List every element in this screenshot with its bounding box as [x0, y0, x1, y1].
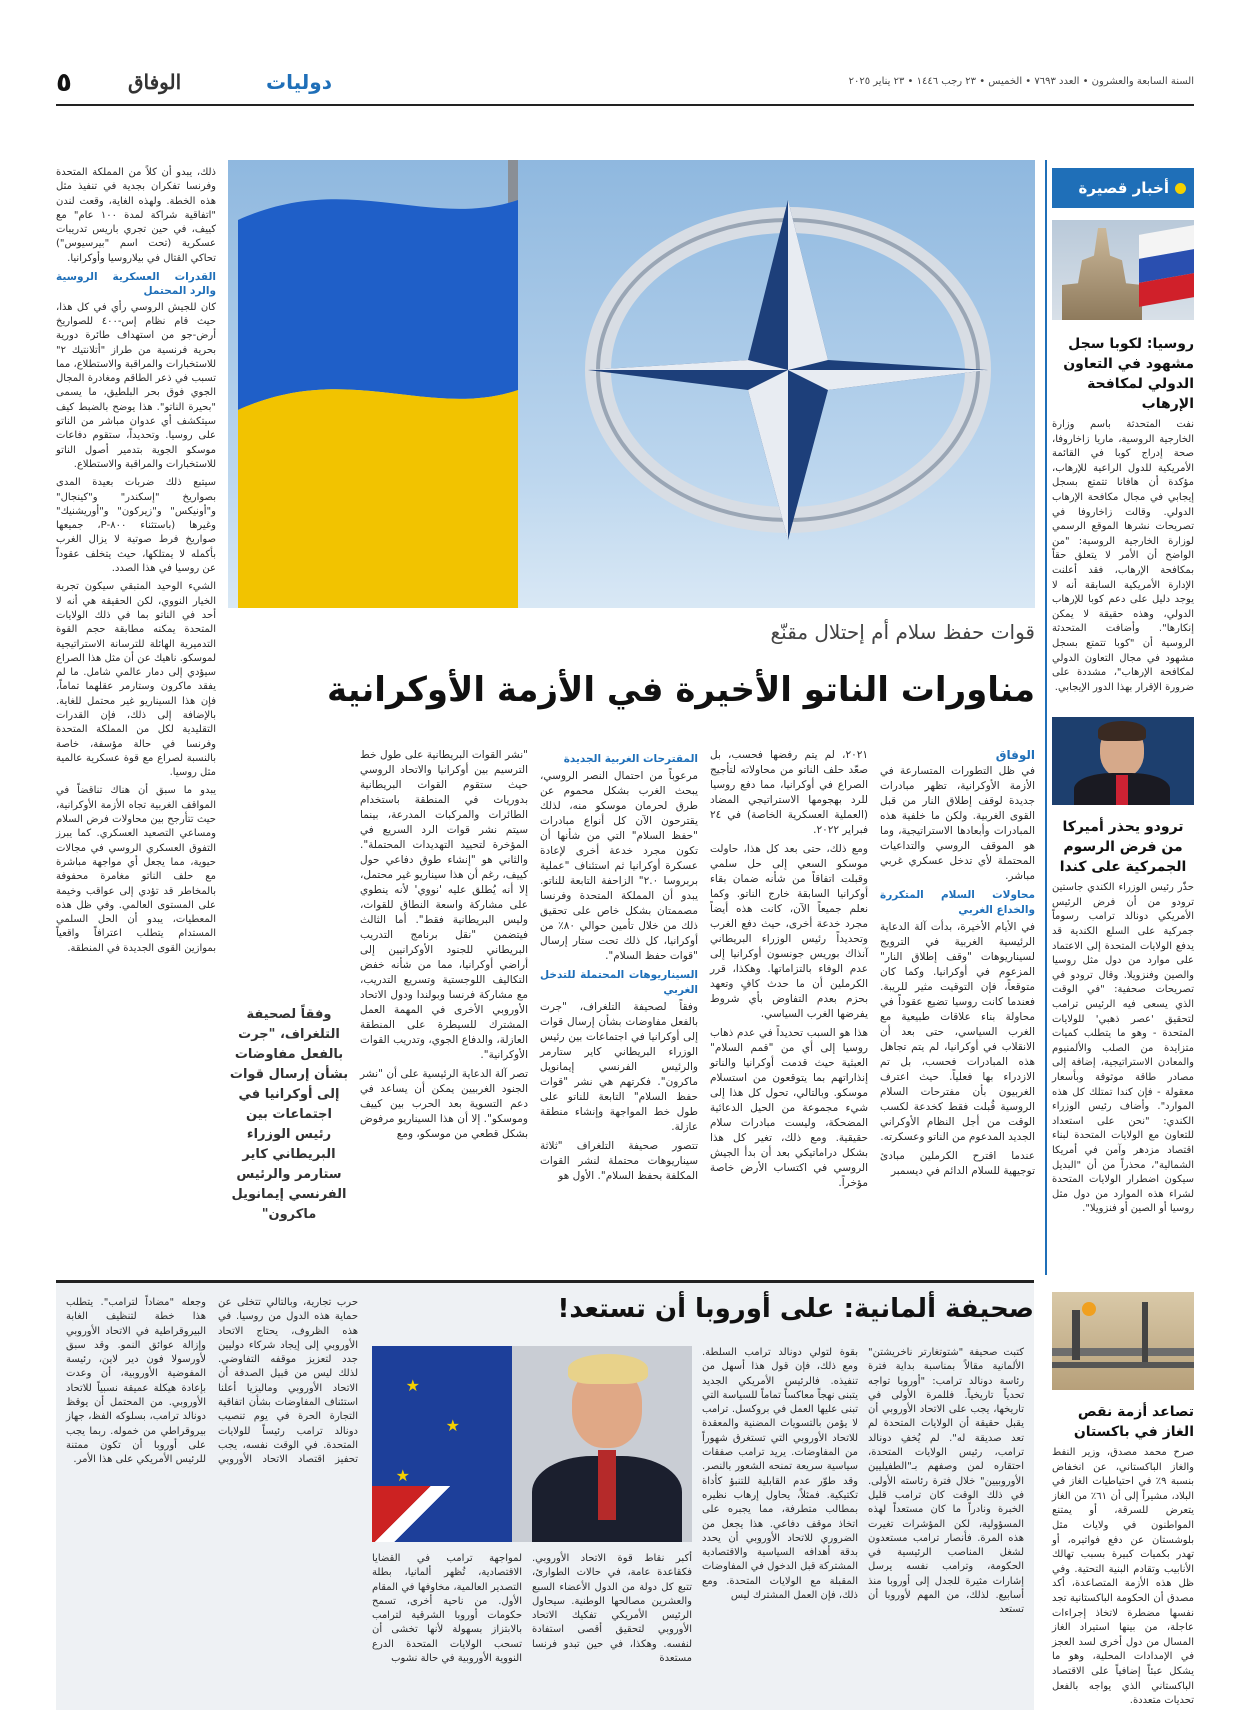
- dateline: السنة السابعة والعشرون • العدد ٧٦٩٣ • الخميس • ٢٣ رجب ١٤٤٦ • ٢٣ يناير ٢٠٢٥: [848, 76, 1194, 87]
- kicker: قوات حفظ سلام أم إحتلال مقنّع: [770, 620, 1035, 644]
- article-col-4-p2: تصر آلة الدعاية الرئيسية على أن "نشر الجنود الغربيين يمكن أن يساعد في دعم التسوية بعد الحرب بين كييف وموسكو". إلا أن هذا السيناريو مرفوض بشكل قطعي من موسكو، ومع: [360, 1068, 528, 1140]
- sidebar-headline-1: روسيا: لكوبا سجل مشهود في التعاون الدولي لمكافحة الإرهاب: [1063, 336, 1194, 412]
- sidebar-headline-3: تصاعد أزمة نقص الغاز في باكستان: [1073, 1404, 1194, 1440]
- star-icon: ★: [395, 1466, 410, 1485]
- bottom-headline: صحيفة ألمانية: على أوروبا أن تستعد!: [557, 1294, 1034, 1324]
- subheading-capabilities: القدرات العسكرية الروسية والرد المحتمل: [56, 271, 216, 298]
- logo: الوفاق: [128, 70, 182, 94]
- sidebar: [1052, 168, 1194, 1217]
- article-col-1: [880, 748, 1035, 1183]
- nato-star-svg: [228, 160, 1035, 608]
- trudeau-photo: [1052, 717, 1194, 805]
- article-col-3-p3: تتصور صحيفة التلغراف "ثلاثة سيناريوهات محتملة لنشر القوات المكلفة بحفظ السلام". الأول هو: [540, 1140, 698, 1182]
- sidebar-divider: [1045, 160, 1047, 1275]
- article-col-5-p3: سيتبع ذلك ضربات بعيدة المدى بصواريخ "إسكندر" و"كينجال" و"أونيكس" و"زيركون" و"أوريشنيك" وغيرها (باستثناء ٨٠٠-P، جميعها صواريخ فرط صوتية لا يزال الغرب بأكمله لا يمتلكها، حيث يتخلف عقوداً عن روسيا في هذا الصدد.: [56, 477, 216, 575]
- bottom-col-5: حرب تجارية، وبالتالي تتخلى عن حماية هذه الدول من روسيا. في هذه الظروف، يحتاج الاتحاد الأوروبي إلى إيجاد شركاء دوليين جدد لتعزيز موقفه التفاوضي. لذلك ليس من قبيل الصدفة أن الاتحاد الأوروبي وماليزيا أعلنا استئناف المفاوضات بشأن اتفاقية التجارة الحرة في يوم تنصيب دونالد ترامب رئيساً للولايات المتحدة. في الوقت نفسه، يجب تحفيز اقتصاد الاتحاد الأوروبي وجعله "مضاداً لترامب". يتطلب هذا خطة لتنظيف الغابة البيروقراطية في الاتحاد الأوروبي وإزالة عوائق النمو. وقد سبق لأورسولا فون دير لاين، رئيسة المفوضية الأوروبية، أن وعدت بإعادة هيكلة عميقة نسبياً للاتحاد الأوروبي. من المحتمل أن يوقظ دونالد ترامب، بسلوكه الفظ، جهاز بيروقراطي من خموله. ربما يجب على أوروبا أن تكون ممتنة للرئيس الأمريكي على هذا الأمر.: [66, 1297, 358, 1466]
- sidebar-body-2: حذّر رئيس الوزراء الكندي جاستين ترودو من أن فرض الرئيس الأمريكي دونالد ترامب رسوماً جمركية على السلع الكندية قد يدفع الولايات المتحدة إلى الاعتماد على موارد من دول مثل روسيا والصين وفنزويلا. وقال ترودو في تصريحات صحفية: "في الوقت الذي يسعى فيه الرئيس ترامب لتحقيق 'عصر ذهبي' للولايات المتحدة - وهو ما يتطلب كميات متزايدة من الصلب والألمنيوم والمعادن الاستراتيجية، إضافة إلى مصادر طاقة موثوقة وبأسعار معقولة - فإن كندا تمتلك كل هذه الموارد". وأضاف رئيس الوزراء الكندي: "نحن على استعداد للتعاون مع الولايات المتحدة لبناء اقتصاد مزدهر وآمن في أمريكا الشمالية"، محذراً من أن "البديل سيكون اضطرار الولايات المتحدة لشراء هذه الموارد من دول مثل روسيا أو الصين أو فنزويلا".: [1052, 882, 1194, 1215]
- subheading-peace: محاولات السلام المتكررة والخداع الغربي: [880, 889, 1035, 916]
- sidebar-headline-2: ترودو يحذر أميركا من فرض الرسوم الجمركية على كندا: [1059, 819, 1187, 876]
- sidebar-title-box: [1052, 168, 1194, 208]
- article-col-5-p2: كان للجيش الروسي رأي في كل هذا، حيث قام نظام إس-٤٠٠ للصواريخ أرض-جو من استهداف طائرة دورية بحرية فرنسية من طراز "أتلانتيك ٢" للاستخبارات والمراقبة والاستطلاع، مما تسبب في ذعر الطاقم ومغادرة المجال الجوي فوق بحر البلطيق، ما يسمى "بحيرة الناتو". هذا يوضح بالضبط كيف سيتكشف أي عدوان مباشر من الناتو على روسيا. وتحديداً، ستقوم دفاعات موسكو الجوية بتدمير أصول الناتو للاستخبارات والمراقبة والاستطلاع.: [56, 301, 216, 470]
- sidebar-title: أخبار قصيرة: [1078, 179, 1169, 197]
- section-title: دوليات: [266, 70, 332, 94]
- article-col-5: [56, 166, 216, 960]
- bottom-col-1: كتبت صحيفة "شتوتغارتر ناخريشتن" الألمانية مقالاً بمناسبة بداية فترة رئاسة دونالد ترامب: "أوروبا تواجه تحدياً تاريخياً. فللمرة الأولى في تاريخها، يجب على الاتحاد الأوروبي أن يقبل حقيقة أن الولايات المتحدة لم تعد صديقة له". لم يُخفِ دونالد ترامب، رئيس الولايات المتحدة، احتقاره لمن وصفهم بـ"الطفيليين الأوروبيين" خلال فترة رئاسته الأولى. في ذلك الوقت كان ترامب قليل الخبرة ونادراً ما كان مستعداً لهذه المسؤولية، لكن المؤشرات تغيرت هذه المرة. فأنصار ترامب مستعدون لشغل المناصب الرئيسية في الحكومة، وترامب نفسه يرسل إشارات مثيرة للجدل إلى أوروبا منذ أسابيع. لذلك، من المهم لأوروبا أن تستعد: [868, 1347, 1024, 1616]
- sidebar-lower: [1052, 1292, 1194, 1709]
- header-rule: [56, 104, 1194, 106]
- sidebar-body-3: صرح محمد مصدق، وزير النفط والغاز الباكستاني، عن انخفاض بنسبة ٩٪ في احتياطيات الغاز في البلاد، مشيراً إلى أن ٦١٪ من الغاز يتعرض للسرقة، أو يمتنع المواطنون في ولايات مثل بلوشستان عن دفع فواتيره، أو تهدر بكميات كبيرة بسبب تهالك الأنابيب وتقادم البنية التحتية. وفي ظل هذه الأزمة المتصاعدة، أكد مصدق أن الحكومة الباكستانية تجد نفسها مضطرة لاتخاذ إجراءات عاجلة، من بينها استيراد الغاز المسال من دول أخرى لسد العجز في الإمدادات المحلية، وهو ما يشكل عبئاً إضافياً على الاقتصاد الباكستاني الذي يواجه بالفعل تحديات متعددة.: [1052, 1447, 1194, 1707]
- article-col-4: [360, 748, 528, 1146]
- article-col-1-p2: في الأيام الأخيرة، بدأت آلة الدعاية الرئيسية الغربية في الترويج لسيناريوهات "وقف إطلاق النار" المزعوم في أوكرانيا. وكما كان متوقعاً، فإن التوقيت مثير للريبة. فعندما كانت روسيا تضيع عقوداً في محاولة بناء علاقات طبيعية مع الغرب السياسي، حتى بعد أن الانقلاب في أوكرانيا، لم يتم تجاهل هذه المبادرات فحسب، بل تم الازدراء بها فعلياً. حيث اعترف الغربيون بأن مفترحات السلام الروسية قُبلت فقط كخدعة لكسب الوقت من أجل النظام الأوكراني الجديد المدعوم من الناتو وعسكرته.: [880, 921, 1035, 1143]
- page-number: ٥: [56, 68, 72, 98]
- pipeline-image: [1052, 1292, 1194, 1390]
- subheading-proposals: المقترحات الغربية الجديدة: [563, 753, 698, 765]
- article-col-4-p1: "نشر القوات البريطانية على طول خط الترسيم بين أوكرانيا والاتحاد الروسي حيث ستقوم القوات البريطانية بدوريات في المنطقة باستخدام الطائرات والمركبات المدرعة، بينما سيتم نشر قوات الرد السريع في المؤخرة لتحييد التهديدات المحتملة". والثاني هو "إنشاء طوق دفاعي حول كييف، رغم أن هذا سيناريو غير محتمل، إلا أنه يُطلق عليه 'نووي' لأنه ينطوي على مشاركة واسعة النطاق للقوات، وليس البريطانية فقط". أما الثالث فيتضمن "نقل برنامج التدريب البريطاني للجنود الأوكرانيين إلى أراضي أوكرانيا، مما من شأنه خفض التكاليف اللوجستية وتسريع التدريب، مع مشاركة فرنسا وبولندا ودول الاتحاد الأوروبي الأخرى في المهمة العمل المشترك للسيطرة على المنطقة العازلة، والدفاع الجوي، وتدريب القوات الأوكرانية".: [360, 749, 528, 1061]
- subheading-scenarios: السيناريوهات المحتملة للتدخل الغربي: [540, 969, 698, 996]
- source-tag: الوفاق: [995, 748, 1035, 762]
- article-col-2-p3: هذا هو السبب تحديداً في عدم ذهاب روسيا إلى أي من "قمم السلام" العبثية حيث قدمت أوكرانيا والناتو إنذاراتهم بما يتوقعون من استسلام موسكو. وبالتالي، تحول كل هذا إلى شيء مجموعة من الحيل الدعائية المضحكة، وليست مبادرات سلام حقيقية. ومع ذلك، تغير كل هذا بشكل دراماتيكي بعد أن بدأ الجيش الروسي في اكتساب الأرض خاصة مؤخراً.: [710, 1027, 868, 1189]
- russia-flag-image: [1052, 220, 1194, 320]
- nato-ukraine-photo: [228, 160, 1035, 608]
- article-col-2-p1: ٢٠٢١، لم يتم رفضها فحسب، بل صعّد حلف الناتو من محاولاته لتأجيج الصراع في أوكرانيا، مما دفع روسيا للرد بهجومها الاستراتيجي المضاد (العملية العسكرية الخاصة) في ٢٤ فبراير ٢٠٢٢.: [710, 749, 868, 836]
- article-col-5-p5: يبدو ما سبق أن هناك تناقضاً في المواقف الغربية تجاه الأزمة الأوكرانية، حيث تتأرجح بين محاولات فرض السلام ومساعي التصعيد العسكري. كما يبرز التفوق العسكري الروسي في مجالات حيوية، مما يجعل أي مواجهة مباشرة مع حلف الناتو مغامرة محفوفة بالمخاطر قد تؤدي إلى عواقب وخيمة على المستوى العالمي. وفي ظل هذه المعطيات، يبدو أن الحل السلمي المستدام يتطلب اعترافاً واقعياً بموازين القوى الجديدة في المنطقة.: [56, 785, 216, 954]
- star-icon: ★: [405, 1376, 420, 1395]
- page-header: [56, 64, 1194, 104]
- article-col-3-p2: وفقاً لصحيفة التلغراف، "جرت بالفعل مفاوضات بشأن إرسال قوات إلى أوكرانيا في اجتماعات بين رئيس الوزراء البريطاني كاير ستارمر والرئيس الفرنسي إيمانويل ماكرون". فكرتهم هي نشر "قوات حفظ السلام" التابعة للناتو على طول خط المواجهة وإنشاء منطقة عازلة.: [540, 1001, 698, 1133]
- star-icon: ★: [445, 1416, 460, 1435]
- article-col-3-p1: مرعوباً من احتمال النصر الروسي، يبحث الغرب بشكل محموم عن طرق لحرمان موسكو منه، لذلك يقترحون الآن كل أنواع مبادرات "حفظ السلام" التي من شأنها أن تكون مجرد خدعة أخرى لإعادة عسكرة أوكرانيا ثم استئناف "عملية بربروسا ٢.٠" الزاحفة التابعة للناتو. يبدو أن المملكة المتحدة وفرنسا مصممتان بشكل خاص على تحقيق ذلك من خلال تأمين حوالي ٨٠٪ من أوكرانيا، كل ذلك تحت ستار إرسال "قوات حفظ السلام".: [540, 770, 699, 962]
- article-col-5-p4: الشيء الوحيد المتبقي سيكون تجربة الخيار النووي، لكن الحقيقة هي أنه لا أحد في الناتو بما في ذلك الولايات المتحدة يمكنه مطابقة حجم القوة التدميرية الهائلة للترسانة الاستراتيجية لموسكو. ناهيك عن أن مثل هذا الصراع سيؤدي إلى دمار عالمي شامل. ما لم يفقد ماكرون وستارمر عقلهما تماماً، فإن هذا السيناريو غير محتمل للغاية. بالإضافة إلى ذلك، فإن القدرات التقليدية لكل من المملكة المتحدة وفرنسا في حالة مؤسفة، خاصة بالنسبة لصراع مع قوة عسكرية عالمية مثل روسيا.: [56, 581, 216, 779]
- article-col-2-p2: ومع ذلك، حتى بعد كل هذا، حاولت موسكو السعي إلى حل سلمي وقبلت اتفاقاً من شأنه ضمان بقاء أوكرانيا السابقة خارج الناتو. وكما نعلم جميعاً الآن، كانت هذه أيضاً مجرد خدعة أخرى، حيث دفع الغرب وتحديداً رئيس الوزراء البريطاني آنذاك بوريس جونسون أوكرانيا إلى عدم الوفاء بالتزاماتها. وهكذا، قرر الكرملين أن ما حدث كافٍ وتعهد بحزم بعدم التفاوض بأي شروط يفرضها الغرب السياسي.: [710, 843, 868, 1020]
- bottom-col-4: لمواجهة ترامب في القضايا الاقتصادية، تُظهر ألمانيا، بطلة التصدير العالمية، مخاوفها في المقام الأول. من ناحية أخرى، تسمح حكومات أوروبا الشرقية لترامب بالابتزاز بسهولة لأنها تخشى أن تسحب الولايات المتحدة الدرع النووية الأوروبية في حالة نشوب: [372, 1553, 522, 1665]
- dot-icon: [1175, 183, 1186, 194]
- pull-quote: وفقاً لصحيفة التلغراف، "جرت بالفعل مفاوضات بشأن إرسال قوات إلى أوكرانيا في اجتماعات بين رئيس الوزراء البريطاني كاير ستارمر والرئيس الفرنسي إيمانويل ماكرون": [229, 1007, 349, 1222]
- bottom-col-2: بقوة لتولي دونالد ترامب السلطة. ومع ذلك، فإن قول هذا أسهل من تنفيذه. فالرئيس الأمريكي الجديد يتبنى نهجاً معاكساً تماماً للسياسة التي تبنى عليها العمل في بروكسل. ترامب لا يؤمن بالتسويات المضنية والمعقدة للاتحاد الأوروبي التي تستغرق شهوراً من المفاوضات. يريد ترامب صفقات سياسية سريعة تمنحه الشعور بالنصر. وقد طوّر عدم القابلية للتنبؤ كأداة تكتيكية. فمثلاً، يحاول إرهاب نظيره بمطالب متطرفة، مما يجبره على اتخاذ موقف دفاعي. هذا يجعل من الضروري للاتحاد الأوروبي أن يحدد بدقة أهدافه السياسية والاقتصادية المشتركة قبل الدخول في المفاوضات المقبلة مع الولايات المتحدة. ومع ذلك، فإن العمل المشترك ليس: [702, 1347, 858, 1602]
- trump-photo: [372, 1346, 692, 1542]
- article-col-3: [540, 748, 698, 1188]
- bottom-col-3: أكبر نقاط قوة الاتحاد الأوروبي. فكقاعدة عامة، في حالات الطوارئ، تتبع كل دولة من الدول الأعضاء السبع والعشرين مصالحها الوطنية. سيحاول الرئيس الأمريكي تفكيك الاتحاد الأوروبي لتحقيق أقصى استفادة لنفسه. وهكذا، في حين تبدو فرنسا مستعدة: [532, 1553, 692, 1665]
- article-col-5-p1: ذلك، يبدو أن كلاً من المملكة المتحدة وفرنسا تفكران بجدية في تنفيذ مثل هذه الخطة. ولهذه الغاية، وقعت لندن "اتفاقية شراكة لمدة ١٠٠ عام" مع كييف، في حين تجري باريس تدريبات عسكرية (تحت اسم "بيرسيوس") تحاكي القتال في بيلاروسيا وأوكرانيا.: [56, 167, 217, 264]
- article-col-2: [710, 748, 868, 1195]
- sidebar-body-1: نفت المتحدثة باسم وزارة الخارجية الروسية، ماريا زاخاروفا، صحة إدراج كوبا في القائمة الأمريكية للدول الراعية للإرهاب، مؤكدة أن هافانا تتمتع بسجل إيجابي في مجال مكافحة الإرهاب الدولي. وقالت زاخاروفا في تصريحات نشرها الموقع الرسمي لوزارة الخارجية الروسية: "من الواضح أن الأمر لا يتعلق حقاً بمكافحة الإرهاب، فقد أعلنت الإدارة الأمريكية السابقة أنه لا يوجد دليل على دعم كوبا للإرهاب الدولي، وهذه حقيقة لا يمكن إنكارها". وأضافت المتحدثة الروسية أن "كوبا تتمتع بسجل مشهود في مجال التعاون الدولي لمكافحة الإرهاب"، مشددة على ضرورة الإقرار بهذا الدور الإيجابي.: [1052, 419, 1194, 693]
- main-headline: مناورات الناتو الأخيرة في الأزمة الأوكرانية: [327, 670, 1035, 710]
- article-col-1-p1: في ظل التطورات المتسارعة في الأزمة الأوكرانية، تظهر مبادرات جديدة لوقف إطلاق النار من قبل القوى الغربية. ولكن ما خلفية هذه المبادرات وأبعادها الاستراتيجية، وما هو الموقف الروسي والتداعيات المحتملة لأي تدخل عسكري غربي مباشر.: [880, 765, 1035, 882]
- article-col-1-p3: عندما اقترح الكرملين مبادئ توجيهية للسلام الدائم في ديسمبر: [880, 1150, 1035, 1177]
